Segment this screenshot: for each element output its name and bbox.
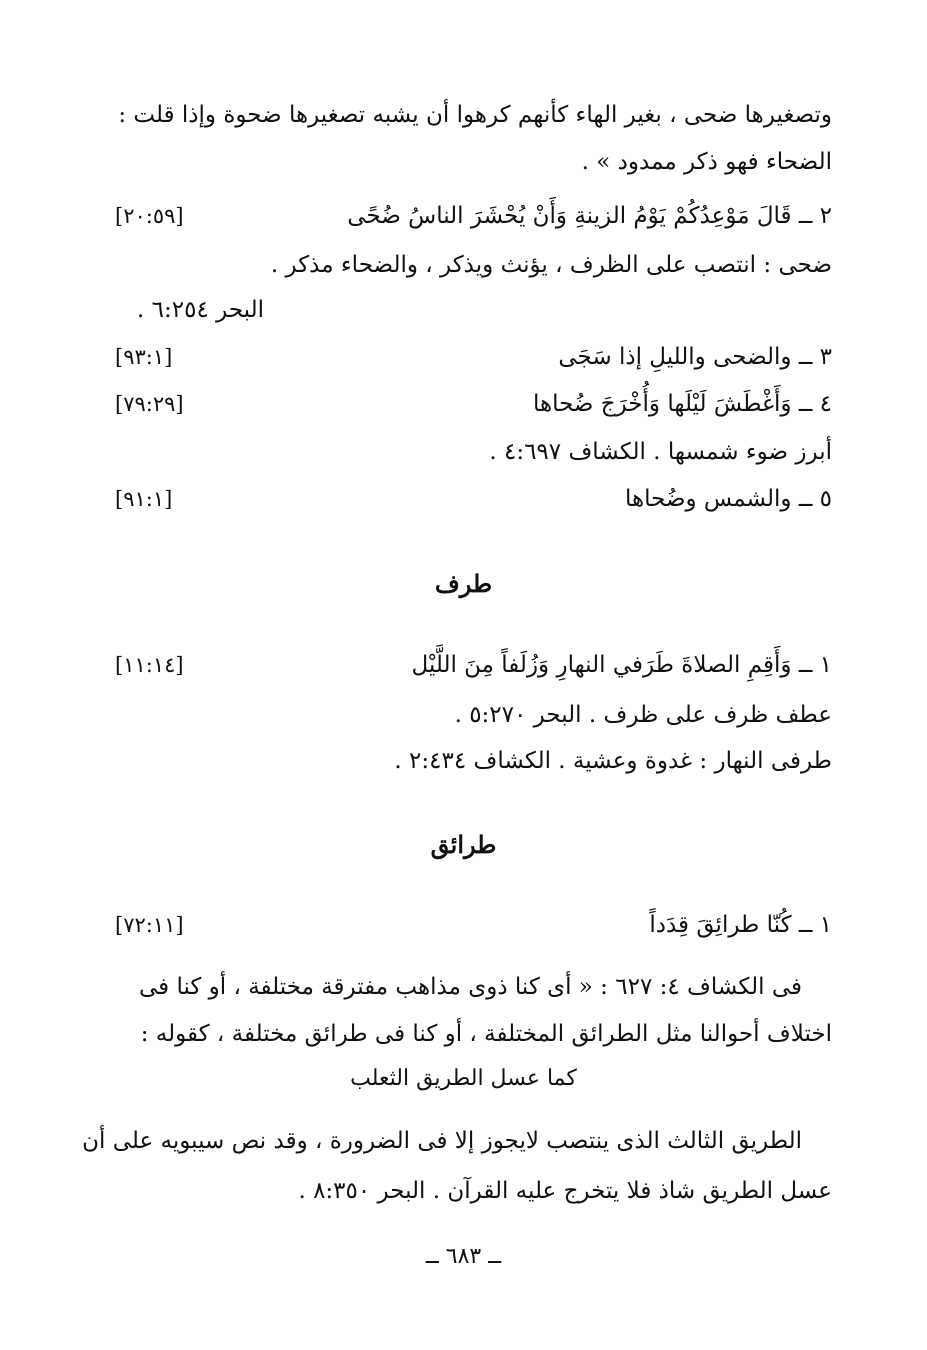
- commentary-line: عطف ظرف على ظرف . البحر ٥:٢٧٠ .: [454, 702, 832, 728]
- verse-reference: [٧٩:٢٩]: [115, 392, 184, 416]
- verse-reference: [٩١:١]: [115, 487, 173, 511]
- quoted-verse: كما عسل الطريق الثعلب: [350, 1066, 577, 1091]
- verse-entry-text: ٤ ــ وَأَغْطَشَ لَيْلَها وَأُخْرَجَ ضُحاها: [532, 391, 832, 417]
- verse-reference: [١١:١٤]: [115, 653, 184, 677]
- page-number: ــ ٦٨٣ ــ: [425, 1244, 502, 1269]
- section-heading: طرائق: [430, 830, 497, 859]
- commentary-line: اختلاف أحوالنا مثل الطرائق المختلفة ، أو كنا فى طرائق مختلفة ، كقوله :: [140, 1021, 832, 1047]
- verse-reference: [٩٣:١]: [115, 345, 173, 369]
- verse-entry-text: ٢ ــ قَالَ مَوْعِدُكُمْ يَوْمُ الزينةِ وَأَنْ يُحْشَرَ الناسُ ضُحًى: [347, 203, 832, 229]
- verse-entry-text: ١ ــ وَأَقِمِ الصلاةَ طَرَفي النهارِ وَزُلَفاً مِنَ اللَّيْل: [411, 652, 832, 678]
- commentary-line: فى الكشاف ٤: ٦٢٧ : « أى كنا ذوى مذاهب مفترقة مختلفة ، أو كنا فى: [138, 974, 802, 1000]
- verse-reference: [٢٠:٥٩]: [115, 204, 184, 228]
- verse-entry-text: ٥ ــ والشمس وضُحاها: [624, 486, 832, 512]
- verse-entry-text: ٣ ــ والضحى والليلِ إذا سَجَى: [558, 344, 832, 370]
- commentary-line: عسل الطريق شاذ فلا يتخرج عليه القرآن . البحر ٨:٣٥٠ .: [298, 1178, 832, 1204]
- body-text-line: وتصغيرها ضحى ، بغير الهاء كأنهم كرهوا أن يشبه تصغيرها ضحوة وإذا قلت :: [118, 102, 832, 128]
- citation-line: البحر ٦:٢٥٤ .: [137, 297, 264, 323]
- section-heading: طرف: [434, 569, 493, 598]
- body-text-line: الضحاء فهو ذكر ممدود » .: [581, 149, 832, 175]
- commentary-line: أبرز ضوء شمسها . الكشاف ٤:٦٩٧ .: [489, 439, 832, 465]
- commentary-line: طرفى النهار : غدوة وعشية . الكشاف ٢:٤٣٤ .: [394, 748, 832, 774]
- commentary-line: ضحى : انتصب على الظرف ، يؤنث ويذكر ، والضحاء مذكر .: [270, 252, 832, 278]
- verse-reference: [٧٢:١١]: [115, 913, 184, 937]
- commentary-line: الطريق الثالث الذى ينتصب لايجوز إلا فى الضرورة ، وقد نص سيبويه على أن: [82, 1128, 802, 1154]
- verse-entry-text: ١ ــ كُنّا طرائِقَ قِدَداً: [649, 912, 832, 938]
